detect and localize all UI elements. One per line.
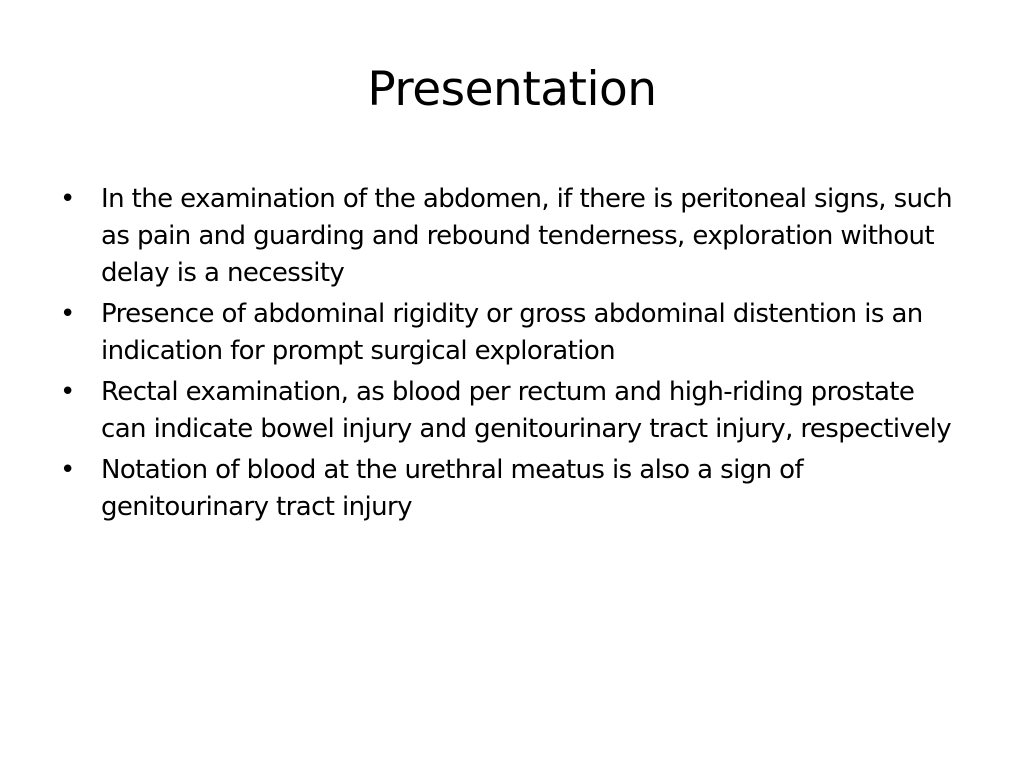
bullet-icon: • [60,377,75,407]
bullet-text: Presence of abdominal rigidity or gross abdominal distention is an indication for prompt surgical exploration [101,299,923,366]
bullet-item [57,296,957,370]
bullet-text: Notation of blood at the urethral meatus is also a sign of genitourinary tract injury [101,455,804,522]
bullet-item [57,181,957,292]
bullet-text: Rectal examination, as blood per rectum and high-riding prostate can indicate bowel injury and genitourinary tract injury, respectively [101,377,952,444]
bullet-icon: • [60,184,75,214]
bullet-icon: • [60,299,75,329]
slide-title: Presentation [367,62,657,117]
bullet-list [57,181,957,530]
bullet-icon: • [60,455,75,485]
bullet-item [57,374,957,448]
bullet-item [57,452,957,526]
bullet-text: In the examination of the abdomen, if there is peritoneal signs, such as pain and guarding and rebound tenderness, exploration without delay is a necessity [101,184,953,288]
